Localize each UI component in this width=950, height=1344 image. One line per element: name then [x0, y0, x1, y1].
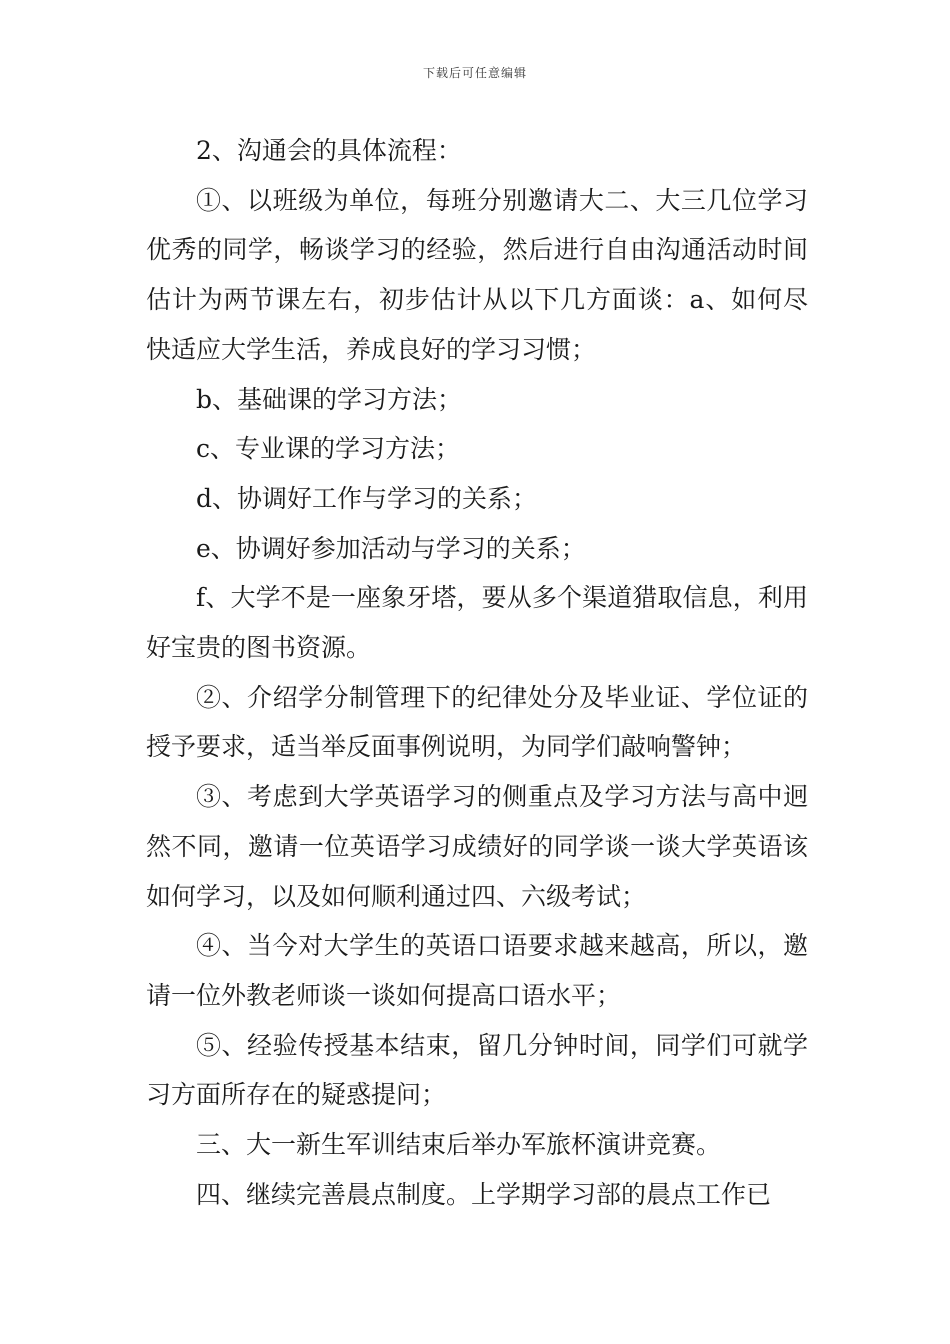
paragraph: ②、介绍学分制管理下的纪律处分及毕业证、学位证的授予要求，适当举反面事例说明，为同学们敲响警钟； [146, 682, 808, 762]
paragraph: 2、沟通会的具体流程： [196, 136, 462, 165]
paragraph: ①、以班级为单位，每班分别邀请大二、大三几位学习优秀的同学，畅谈学习的经验，然后进行自由沟通活动时间估计为两节课左右，初步估计从以下几方面谈：a、如何尽快适应大学生活，养成良好的学习习惯； [146, 185, 808, 364]
document-body [146, 126, 808, 1219]
paragraph: d、协调好工作与学习的关系； [196, 483, 538, 513]
paragraph: ③、考虑到大学英语学习的侧重点及学习方法与高中迥然不同，邀请一位英语学习成绩好的同学谈一谈大学英语该如何学习，以及如何顺利通过四、六级考试； [146, 782, 808, 911]
paragraph: f、大学不是一座象牙塔，要从多个渠道猎取信息，利用好宝贵的图书资源。 [146, 583, 808, 663]
paragraph: 四、继续完善晨点制度。上学期学习部的晨点工作已 [196, 1179, 772, 1209]
paragraph: c、专业课的学习方法； [196, 434, 461, 464]
paragraph: b、基础课的学习方法； [196, 384, 463, 414]
paragraph: ⑤、经验传授基本结束，留几分钟时间，同学们可就学习方面所存在的疑惑提问； [146, 1030, 808, 1110]
paragraph: 三、大一新生军训结束后举办军旅杯演讲竞赛。 [196, 1130, 722, 1160]
header-note: 下载后可任意编辑 [422, 66, 527, 80]
paragraph: e、协调好参加活动与学习的关系； [196, 533, 586, 563]
paragraph: ④、当今对大学生的英语口语要求越来越高，所以，邀请一位外教老师谈一谈如何提高口语水平； [146, 931, 808, 1010]
